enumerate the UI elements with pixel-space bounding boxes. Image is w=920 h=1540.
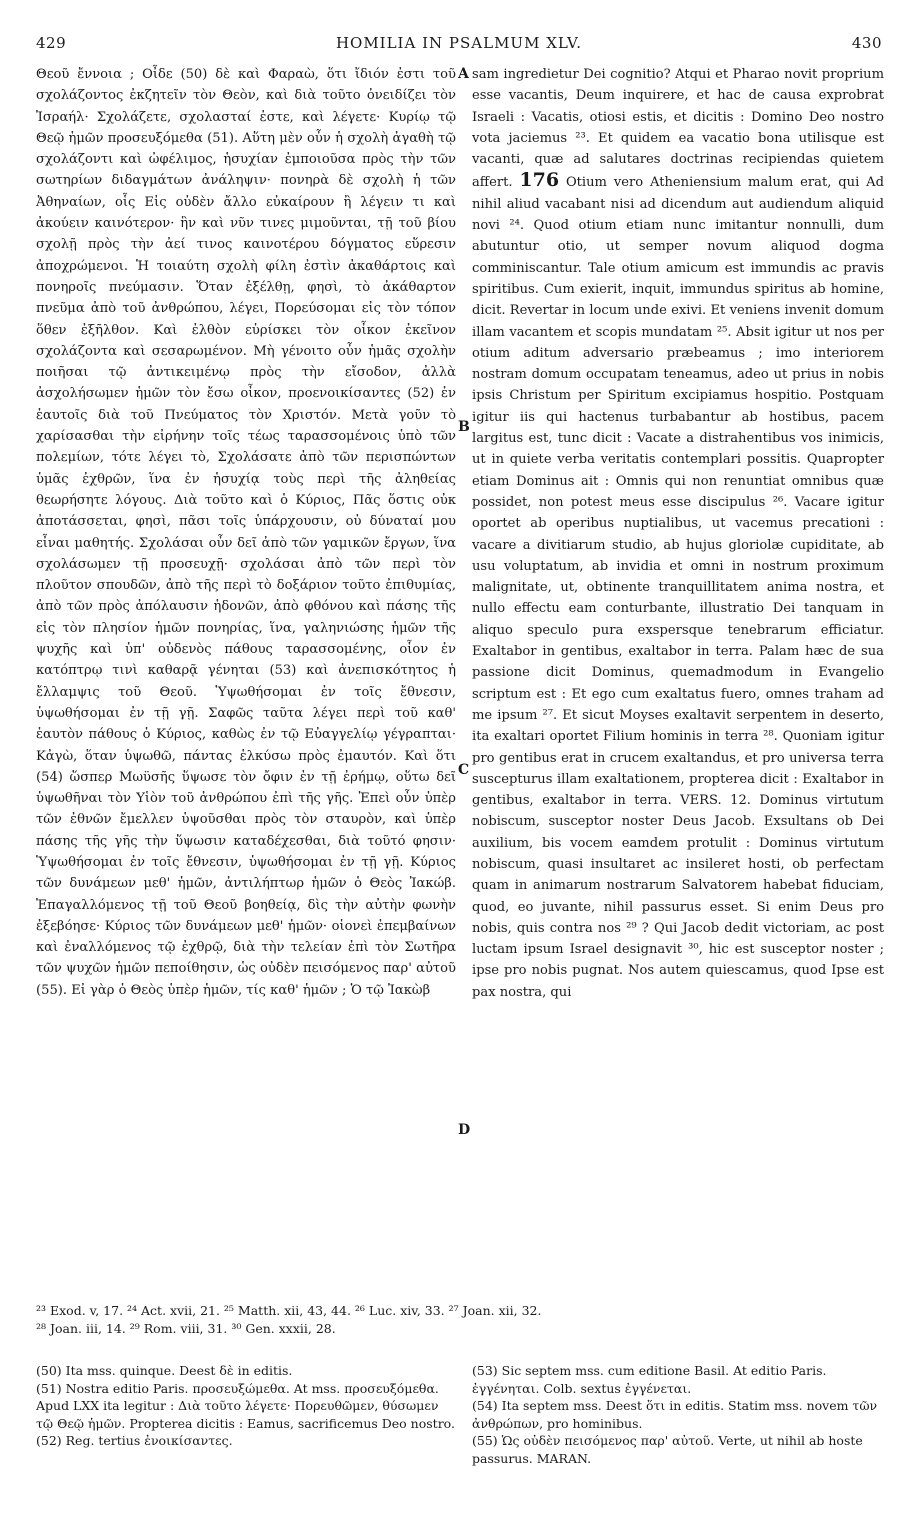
footnote: (50) Ita mss. quinque. Deest δὲ in editis. — [36, 1363, 293, 1378]
footnotes-left — [36, 1362, 456, 1450]
scripture-ref-line: ²⁸ Joan. iii, 14. ²⁹ Rom. viii, 31. ³⁰ Gen. xxxii, 28. — [36, 1321, 336, 1336]
page-number-left: 429 — [36, 34, 67, 52]
footnote: (55) Ὡς οὐδὲν πεισόμενος παρ' αὐτοῦ. Verte, ut nihil ab hoste passurus. MARAN. — [472, 1433, 863, 1466]
running-header — [36, 34, 882, 58]
page-number-right: 430 — [851, 34, 882, 52]
footnote: (52) Reg. tertius ἐνοικίσαντες. — [36, 1433, 233, 1448]
footnotes-right — [472, 1362, 884, 1467]
latin-part-2: Otium vero Atheniensium malum erat, qui Ad nihil aliud vacabant nisi ad dicendum aut audiendum aliquid novi ²⁴. Quod otium etiam nunc imitantur nonnulli, dum abutuntur otio, ut semper novum aliquod dogma comminiscantur. Tale otium amicum est immundis ac pravis spiritibus. Cum exierit, inquit, immundus spiritus ab homine, dicit. Revertar in locum unde exivi. Et veniens invenit domum illam vacantem et scopis mundatam ²⁵. Absit igitur ut nos per otium aditum adversario præbeamus ; imo interiorem nostram domum occupatam teneamus, adeo ut prius in nobis ipsis Christum per Spiritum excipiamus hospitio. Postquam igitur iis qui hactenus turbabantur ab hostibus, pacem largitus est, tunc dicit : Vacate a distrahentibus vos inimicis, ut in quiete verba veritatis contemplari possitis. Quapropter etiam Dominus ait : Omnis qui non renuntiat omnibus quæ possidet, non potest meus esse discipulus ²⁶. Vacare igitur oportet ab operibus nuptialibus, ut vacemus precationi : vacare a divitiarum studio, ab hujus gloriolæ cupiditate, ab usu voluptatum, ab invidia et omni in nostrum proximum malignitate, ut, obtinente tranquillitatem anima nostra, et nullo effectu eam conturbante, illustratio Dei tanquam in aliquo speculo pura exspersque tenebrarum efficiatur. Exaltabor in gentibus, exaltabor in terra. Palam hæc de sua passione dicit Dominus, quemadmodum in Evangelio scriptum est : Et ego cum exaltatus fuero, omnes traham ad me ipsum ²⁷. Et sicut Moyses exaltavit serpentem in deserto, ita exaltari oportet Filium hominis in terra ²⁸. Quoniam igitur pro gentibus erat in crucem exaltandus, et pro universa terra suscepturus illam exaltationem, propterea dicit : Exaltabor in gentibus, exaltabor in terra. — [472, 175, 884, 809]
margin-letter-d: D — [458, 1122, 471, 1138]
footnote: (51) Nostra editio Paris. προσευξώμεθα. At mss. προσευξόμεθα. Apud LXX ita legitur : Διὰ τοῦτο λέγετε· Πορευθῶμεν, θύσωμεν τῷ Θεῷ ἡμῶν. Propterea dicitis : Eamus, sacrificemus Deo nostro. — [36, 1380, 455, 1431]
verse-marker: VERS. 12. — [680, 793, 751, 809]
column-number: 176 — [519, 169, 560, 192]
latin-part-3: Dominus virtutum nobiscum, susceptor noster Deus Jacob. Exsultans ob Dei auxilium, bis vocem eamdem protulit : Dominus virtutum nobiscum, quasi insultaret ac insileret hosti, ob perfectam quam in animarum nostrarum Salvatorem habebat fiduciam, quod, eo juvante, nihil passurus esset. Si enim Deus pro nobis, quis contra nos ²⁹ ? Qui Jacob dedit victoriam, ac post luctam ipsum Israel designavit ³⁰, hic est susceptor noster ; ipse pro nobis pugnat. Nos autem quiescamus, quod Ipse est pax nostra, qui — [472, 793, 884, 1000]
latin-part-1: sam ingredietur Dei cognitio? Atqui et Pharao novit proprium esse vacantis, Deum inquirere, et hac de causa exprobrat Israeli : Vacatis, otiosi estis, et dicitis : Domino Deo nostro vota jaciemus ²³. Et quidem ea vacatio bona utilisque est vacanti, quæ ad salutares doctrinas recipiendas quietem affert. — [472, 67, 884, 191]
greek-text: Θεοῦ ἔννοια ; Οἶδε (50) δὲ καὶ Φαραὼ, ὅτι ἴδιόν ἐστι τοῦ σχολάζοντος ἐκζητεῖν τὸν Θεὸν, καὶ διὰ τοῦτο ὀνειδίζει τὸν Ἰσραήλ· Σχολάζετε, σχολασταί ἐστε, καὶ λέγετε· Κυρίῳ τῷ Θεῷ ἡμῶν προσευξόμεθα (51). Αὕτη μὲν οὖν ἡ σχολὴ ἀγαθὴ τῷ σχολάζοντι καὶ ὠφέλιμος, ἡσυχίαν ἐμποιοῦσα πρὸς τὴν τῶν σωτηρίων διδαγμάτων ἀνάληψιν· πονηρὰ δὲ σχολὴ ἡ τῶν Ἀθηναίων, οἷς Εἰς οὐδὲν ἄλλο εὐκαίρουν ἢ λέγειν τι καὶ ἀκούειν καινότερον· ἣν καὶ νῦν τινες μιμοῦνται, τῇ τοῦ βίου σχολῇ πρὸς τὴν ἀεί τινος καινοτέρου δόγματος εὕρεσιν ἀποχρώμενοι. Ἡ τοιαύτη σχολὴ φίλη ἐστὶν ἀκαθάρτοις καὶ πονηροῖς πνεύμασιν. Ὅταν ἐξέλθῃ, φησὶ, τὸ ἀκάθαρτον πνεῦμα ἀπὸ τοῦ ἀνθρώπου, λέγει, Πορεύσομαι εἰς τὸν τόπον ὅθεν ἐξῆλθον. Καὶ ἐλθὸν εὑρίσκει τὸν οἶκον ἐκεῖνον σχολάζοντα καὶ σεσαρωμένον. Μὴ γένοιτο οὖν ἡμᾶς σχολὴν ποιῆσαι τῷ ἀντικειμένῳ πρὸς τὴν εἴσοδον, ἀλλὰ ἀσχολήσωμεν ἡμῶν τὸν ἔσω οἶκον, προενοικίσαντες (52) ἐν ἑαυτοῖς διὰ τοῦ Πνεύματος τὸν Χριστόν. Μετὰ γοῦν τὸ χαρίσασθαι τὴν εἰρήνην τοῖς τέως ταρασσομένοις ὑπὸ τῶν πολεμίων, τότε λέγει τὸ, Σχολάσατε ἀπὸ τῶν περισπώντων ὑμᾶς ἐχθρῶν, ἵνα ἐν ἡσυχίᾳ τοὺς περὶ τῆς ἀληθείας θεωρήσητε λόγους. Διὰ τοῦτο καὶ ὁ Κύριος, Πᾶς ὅστις οὐκ ἀποτάσσεται, φησὶ, πᾶσι τοῖς ὑπάρχουσιν, οὐ δύναταί μου εἶναι μαθητής. Σχολάσαι οὖν δεῖ ἀπὸ τῶν γαμικῶν ἔργων, ἵνα σχολάσωμεν τῇ προσευχῇ· σχολάσαι ἀπὸ τῶν περὶ τὸν πλοῦτον σπουδῶν, ἀπὸ τῆς περὶ τὸ δοξάριον τοῦτο ἐπιθυμίας, ἀπὸ τῶν πρὸς ἀπόλαυσιν ἡδονῶν, ἀπὸ φθόνου καὶ πάσης τῆς εἰς τὸν πλησίον ἡμῶν πονηρίας, ἵνα, γαληνιώσης ἡμῶν τῆς ψυχῆς καὶ ὑπ' οὐδενὸς πάθους ταρασσομένης, οἷον ἐν κατόπτρῳ τινὶ καθαρᾷ γένηται (53) καὶ ἀνεπισκότητος ἡ ἔλλαμψις τοῦ Θεοῦ. Ὑψωθήσομαι ἐν τοῖς ἔθνεσιν, ὑψωθήσομαι ἐν τῇ γῇ. Σαφῶς ταῦτα λέγει περὶ τοῦ καθ' ἑαυτὸν πάθους ὁ Κύριος, καθὼς ἐν τῷ Εὐαγγελίῳ γέγραπται· Κἀγὼ, ὅταν ὑψωθῶ, πάντας ἑλκύσω πρὸς ἐμαυτόν. Καὶ ὅτι (54) ὥσπερ Μωϋσῆς ὕψωσε τὸν ὄφιν ἐν τῇ ἐρήμῳ, οὕτω δεῖ ὑψωθῆναι τὸν Υἱὸν τοῦ ἀνθρώπου ἐπὶ τῆς γῆς. Ἐπεὶ οὖν ὑπὲρ τῶν ἐθνῶν ἔμελλεν ὑψοῦσθαι πρὸς τὸν σταυρὸν, καὶ ὑπὲρ πάσης τῆς γῆς τὴν ὕψωσιν καταδέχεσθαι, διὰ τοῦτό φησιν· Ὑψωθήσομαι ἐν τοῖς ἔθνεσιν, ὑψωθήσομαι ἐν τῇ γῇ. Κύριος τῶν δυνάμεων μεθ' ἡμῶν, ἀντιλήπτωρ ἡμῶν ὁ Θεὸς Ἰακώβ. Ἐπαγαλλόμενος τῇ τοῦ Θεοῦ βοηθείᾳ, δὶς τὴν αὐτὴν φωνὴν ἐξεβόησε· Κύριος τῶν δυνάμεων μεθ' ἡμῶν· οἱονεὶ ἐπεμβαίνων καὶ ἐναλλόμενος τῷ ἐχθρῷ, διὰ τὴν τελείαν ἐπὶ τὸν Σωτῆρα τῶν ψυχῶν ἡμῶν πεποίθησιν, ὡς οὐδὲν πεισόμενος παρ' αὐτοῦ (55). Εἰ γὰρ ὁ Θεὸς ὑπὲρ ἡμῶν, τίς καθ' ἡμῶν ; Ὁ τῷ Ἰακὼβ — [36, 67, 456, 998]
latin-text — [472, 64, 884, 1003]
footnote: (53) Sic septem mss. cum editione Basil. At editio Paris. ἐγγένηται. Colb. sextus ἐγγένεται. — [472, 1363, 827, 1396]
latin-column — [472, 64, 884, 1003]
scripture-references — [36, 1302, 882, 1338]
margin-letter-c: C — [458, 762, 470, 778]
margin-letter-a: A — [458, 66, 469, 82]
footnote: (54) Ita septem mss. Deest ὅτι in editis. Statim mss. novem τῶν ἀνθρώπων, pro hominibus. — [472, 1398, 878, 1431]
page-title: HOMILIA IN PSALMUM XLV. — [335, 34, 583, 52]
greek-column — [36, 64, 456, 1001]
margin-letter-b: B — [458, 419, 470, 435]
scripture-ref-line: ²³ Exod. v, 17. ²⁴ Act. xvii, 21. ²⁵ Matth. xii, 43, 44. ²⁶ Luc. xiv, 33. ²⁷ Joan. xii, 32. — [36, 1303, 542, 1318]
